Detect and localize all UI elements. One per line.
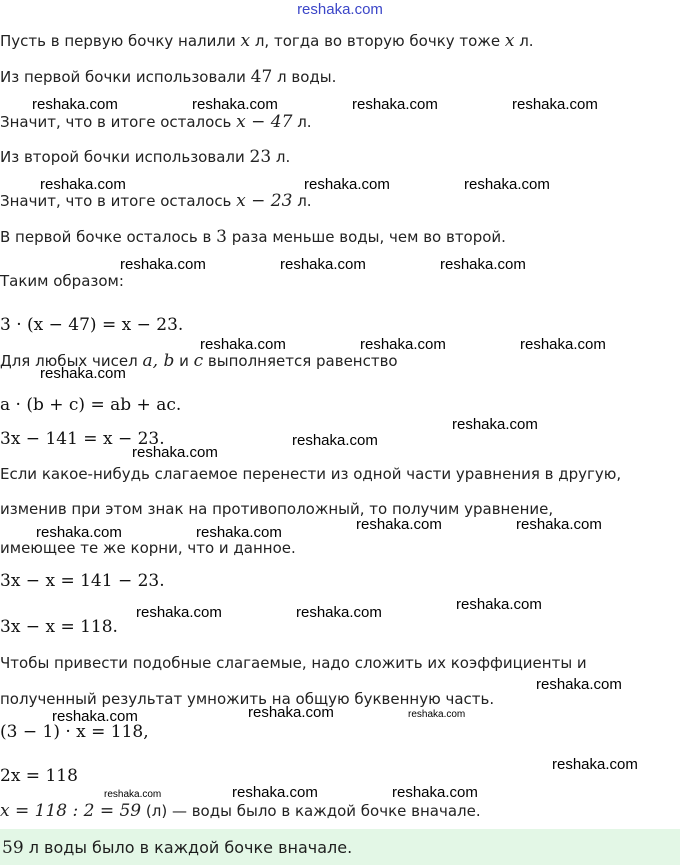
text-part: Значит, что в итоге осталось bbox=[0, 113, 237, 131]
watermark: reshaka.com bbox=[104, 789, 162, 800]
watermark: reshaka.com bbox=[232, 784, 318, 801]
watermark: reshaka.com bbox=[452, 416, 538, 433]
watermark: reshaka.com bbox=[200, 336, 286, 353]
equation-7: 2x = 118 bbox=[0, 766, 78, 786]
text-line-1 bbox=[0, 31, 534, 51]
equation-4: 3x − x = 141 − 23. bbox=[0, 571, 165, 591]
text-part: л. bbox=[292, 192, 312, 210]
watermark: reshaka.com bbox=[52, 708, 138, 725]
math-expression: x − 47 bbox=[236, 112, 293, 132]
text-part: (л) — воды было в каждой бочке вначале. bbox=[141, 802, 481, 820]
watermark: reshaka.com bbox=[552, 756, 638, 773]
watermark: reshaka.com bbox=[440, 256, 526, 273]
text-part: л. bbox=[514, 32, 534, 50]
math-vars: a, b bbox=[142, 351, 175, 371]
math-var: x bbox=[240, 31, 251, 51]
answer-label: л воды было в каждой бочке вначале. bbox=[23, 838, 353, 857]
text-part: Пусть в первую бочку налили bbox=[0, 32, 241, 50]
math-number: 47 bbox=[250, 67, 273, 87]
watermark: reshaka.com bbox=[248, 704, 334, 721]
watermark: reshaka.com bbox=[464, 176, 550, 193]
watermark: reshaka.com bbox=[136, 604, 222, 621]
text-part: и bbox=[174, 352, 194, 370]
text-part: Из первой бочки использовали bbox=[0, 68, 251, 86]
watermark: reshaka.com bbox=[516, 516, 602, 533]
text-part: л. bbox=[292, 113, 312, 131]
text-line-3 bbox=[0, 112, 312, 132]
watermark: reshaka.com bbox=[356, 516, 442, 533]
text-line-13: полученный результат умножить на общую буквенную часть. bbox=[0, 690, 495, 708]
text-line-11: имеющее те же корни, что и данное. bbox=[0, 539, 296, 557]
text-part: л воды. bbox=[272, 68, 337, 86]
watermark: reshaka.com bbox=[192, 96, 278, 113]
math-expression: x − 23 bbox=[236, 191, 293, 211]
site-link[interactable]: reshaka.com bbox=[297, 1, 383, 18]
watermark: reshaka.com bbox=[520, 336, 606, 353]
math-expression: x = 118 : 2 = 59 bbox=[0, 801, 142, 821]
watermark: reshaka.com bbox=[132, 444, 218, 461]
math-number: 3 bbox=[216, 227, 227, 247]
watermark: reshaka.com bbox=[456, 596, 542, 613]
text-line-12: Чтобы привести подобные слагаемые, надо сложить их коэффициенты и bbox=[0, 654, 587, 672]
text-line-10: изменив при этом знак на противоположный, то получим уравнение, bbox=[0, 500, 554, 518]
equation-6: (3 − 1) · x = 118, bbox=[0, 722, 149, 742]
text-part: В первой бочке осталось в bbox=[0, 228, 217, 246]
watermark: reshaka.com bbox=[196, 524, 282, 541]
answer-number: 59 bbox=[2, 838, 24, 858]
watermark: reshaka.com bbox=[408, 709, 466, 720]
text-part: раза меньше воды, чем во второй. bbox=[226, 228, 506, 246]
text-part: Значит, что в итоге осталось bbox=[0, 192, 237, 210]
watermark: reshaka.com bbox=[40, 365, 126, 382]
watermark: reshaka.com bbox=[392, 784, 478, 801]
text-line-4 bbox=[0, 147, 290, 167]
answer-box bbox=[0, 829, 680, 865]
equation-2: a · (b + c) = ab + ac. bbox=[0, 395, 182, 415]
text-part: л, тогда во вторую бочку тоже bbox=[250, 32, 505, 50]
watermark: reshaka.com bbox=[296, 604, 382, 621]
watermark: reshaka.com bbox=[352, 96, 438, 113]
watermark: reshaka.com bbox=[512, 96, 598, 113]
math-var: c bbox=[193, 351, 204, 371]
text-line-6 bbox=[0, 227, 506, 247]
watermark: reshaka.com bbox=[40, 176, 126, 193]
math-number: 23 bbox=[249, 147, 272, 167]
text-line-7: Таким образом: bbox=[0, 272, 124, 290]
watermark: reshaka.com bbox=[360, 336, 446, 353]
watermark: reshaka.com bbox=[304, 176, 390, 193]
watermark: reshaka.com bbox=[536, 676, 622, 693]
watermark: reshaka.com bbox=[32, 96, 118, 113]
text-line-9: Если какое-нибудь слагаемое перенести из одной части уравнения в другую, bbox=[0, 465, 622, 483]
text-part: выполняется равенство bbox=[203, 352, 398, 370]
equation-3: 3x − 141 = x − 23. bbox=[0, 429, 165, 449]
watermark: reshaka.com bbox=[280, 256, 366, 273]
text-line-2 bbox=[0, 67, 336, 87]
text-part: л. bbox=[271, 148, 291, 166]
text-part: Из второй бочки использовали bbox=[0, 148, 250, 166]
watermark: reshaka.com bbox=[292, 432, 378, 449]
equation-8 bbox=[0, 801, 481, 821]
text-line-5 bbox=[0, 191, 312, 211]
math-var: x bbox=[504, 31, 515, 51]
watermark: reshaka.com bbox=[36, 524, 122, 541]
equation-5: 3x − x = 118. bbox=[0, 617, 118, 637]
text-part: Для любых чисел bbox=[0, 352, 143, 370]
watermark: reshaka.com bbox=[120, 256, 206, 273]
equation-1: 3 · (x − 47) = x − 23. bbox=[0, 315, 184, 335]
answer-text bbox=[2, 838, 352, 858]
